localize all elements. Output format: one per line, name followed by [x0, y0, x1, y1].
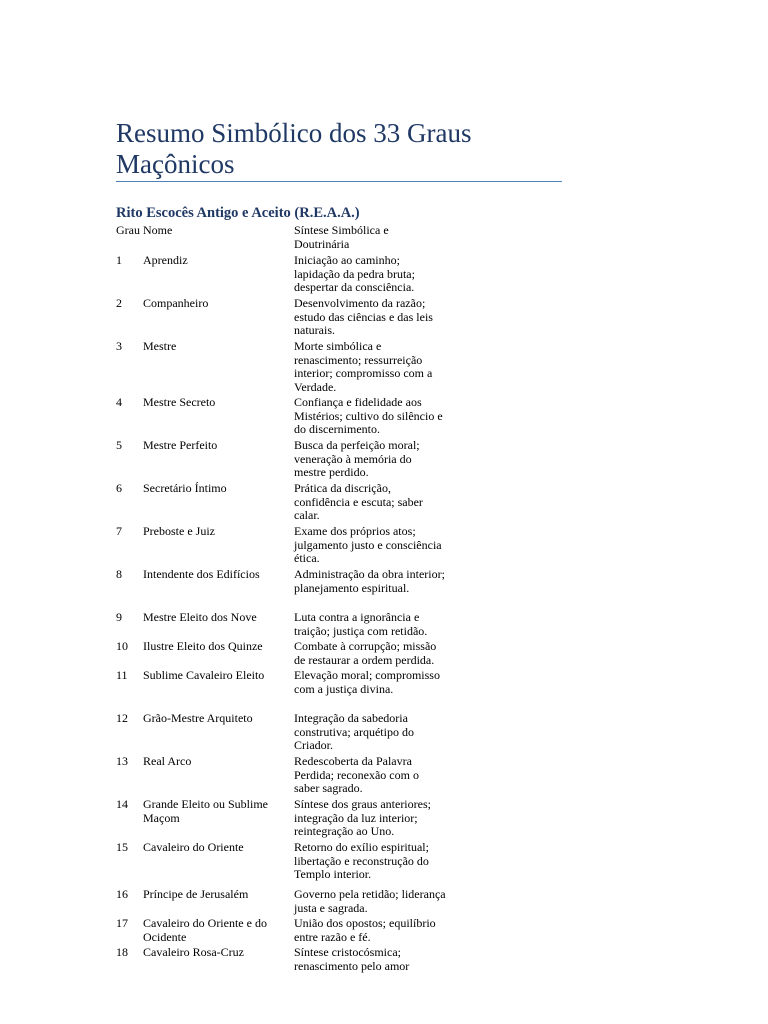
- table-row: [116, 712, 446, 755]
- table-row: [116, 254, 446, 297]
- cell-sintese: Iniciação ao caminho; lapidação da pedra bruta; despertar da consciência.: [294, 253, 415, 295]
- cell-sintese: Combate à corrupção; missão de restaurar a ordem perdida.: [294, 639, 437, 667]
- header-nome: Nome: [143, 223, 173, 237]
- cell-sintese: Governo pela retidão; liderança justa e sagrada.: [294, 887, 446, 915]
- cell-grau: 17: [116, 916, 128, 930]
- cell-grau: 13: [116, 754, 128, 768]
- cell-nome: Secretário Íntimo: [143, 481, 227, 495]
- table-body: [116, 254, 446, 978]
- cell-nome: Mestre Secreto: [143, 395, 216, 409]
- table-row: [116, 340, 446, 396]
- cell-grau: 8: [116, 567, 122, 581]
- cell-grau: 7: [116, 524, 122, 538]
- table-row: [116, 798, 446, 841]
- cell-sintese: Confiança e fidelidade aos Mistérios; cultivo do silêncio e do discernimento.: [294, 395, 443, 437]
- table-row: [116, 482, 446, 525]
- cell-grau: 11: [116, 668, 128, 682]
- cell-nome: Príncipe de Jerusalém: [143, 887, 249, 901]
- cell-sintese: Exame dos próprios atos; julgamento justo e consciência ética.: [294, 524, 442, 566]
- document-title-line-1: Resumo Simbólico dos 33 Graus: [116, 118, 472, 148]
- table-row: [116, 297, 446, 340]
- document-page: [116, 118, 562, 978]
- cell-grau: 5: [116, 438, 122, 452]
- table-row: [116, 946, 446, 978]
- cell-grau: 16: [116, 887, 128, 901]
- table-row: [116, 396, 446, 439]
- cell-grau: 14: [116, 797, 128, 811]
- table-row: [116, 525, 446, 568]
- cell-nome: Grande Eleito ou Sublime Maçom: [143, 797, 268, 825]
- cell-nome: Mestre Perfeito: [143, 438, 218, 452]
- cell-nome: Ilustre Eleito dos Quinze: [143, 639, 263, 653]
- cell-nome: Companheiro: [143, 296, 209, 310]
- cell-grau: 6: [116, 481, 122, 495]
- cell-sintese: Luta contra a ignorância e traição; justiça com retidão.: [294, 610, 428, 638]
- cell-grau: 1: [116, 253, 122, 267]
- table-row: [116, 439, 446, 482]
- cell-nome: Cavaleiro Rosa-Cruz: [143, 945, 244, 959]
- cell-grau: 18: [116, 945, 128, 959]
- cell-nome: Mestre: [143, 339, 177, 353]
- cell-sintese: Morte simbólica e renascimento; ressurreição interior; compromisso com a Verdade.: [294, 339, 433, 394]
- cell-sintese: União dos opostos; equilíbrio entre razão e fé.: [294, 916, 436, 944]
- cell-nome: Intendente dos Edifícios: [143, 567, 260, 581]
- degrees-table: [116, 224, 446, 978]
- table-row: [116, 611, 446, 640]
- document-title-line-2: Maçônicos: [116, 149, 235, 179]
- cell-sintese: Busca da perfeição moral; veneração à memória do mestre perdido.: [294, 438, 420, 480]
- cell-sintese: Síntese cristocósmica; renascimento pelo amor: [294, 945, 410, 973]
- cell-nome: Aprendiz: [143, 253, 188, 267]
- cell-nome: Real Arco: [143, 754, 192, 768]
- cell-sintese: Elevação moral; compromisso com a justiça divina.: [294, 668, 440, 696]
- cell-nome: Cavaleiro do Oriente e do Ocidente: [143, 916, 267, 944]
- cell-grau: 9: [116, 610, 122, 624]
- table-row: [116, 841, 446, 888]
- table-row: [116, 640, 446, 669]
- cell-grau: 12: [116, 711, 128, 725]
- table-row: [116, 755, 446, 798]
- header-grau: Grau: [116, 223, 140, 237]
- cell-nome: Sublime Cavaleiro Eleito: [143, 668, 265, 682]
- cell-grau: 15: [116, 840, 128, 854]
- cell-grau: 10: [116, 639, 128, 653]
- table-header-row: [116, 224, 446, 254]
- table-row: [116, 568, 446, 611]
- cell-sintese: Prática da discrição, confidência e escuta; saber calar.: [294, 481, 423, 523]
- cell-nome: Grão-Mestre Arquiteto: [143, 711, 253, 725]
- section-subtitle: Rito Escocês Antigo e Aceito (R.E.A.A.): [116, 205, 360, 221]
- cell-nome: Cavaleiro do Oriente: [143, 840, 244, 854]
- cell-sintese: Integração da sabedoria construtiva; arquétipo do Criador.: [294, 711, 414, 753]
- table-row: [116, 669, 446, 712]
- table-row: [116, 917, 446, 946]
- document-title: [116, 118, 562, 182]
- cell-sintese: Administração da obra interior; planejamento espiritual.: [294, 567, 445, 595]
- cell-grau: 2: [116, 296, 122, 310]
- cell-nome: Mestre Eleito dos Nove: [143, 610, 257, 624]
- cell-sintese: Desenvolvimento da razão; estudo das ciências e das leis naturais.: [294, 296, 433, 338]
- table-row: [116, 888, 446, 917]
- header-sintese: Síntese Simbólica e Doutrinária: [294, 223, 389, 251]
- cell-sintese: Retorno do exílio espiritual; libertação e reconstrução do Templo interior.: [294, 840, 429, 882]
- cell-sintese: Síntese dos graus anteriores; integração da luz interior; reintegração ao Uno.: [294, 797, 431, 839]
- cell-sintese: Redescoberta da Palavra Perdida; reconexão com o saber sagrado.: [294, 754, 419, 796]
- cell-nome: Preboste e Juiz: [143, 524, 215, 538]
- cell-grau: 4: [116, 395, 122, 409]
- cell-grau: 3: [116, 339, 122, 353]
